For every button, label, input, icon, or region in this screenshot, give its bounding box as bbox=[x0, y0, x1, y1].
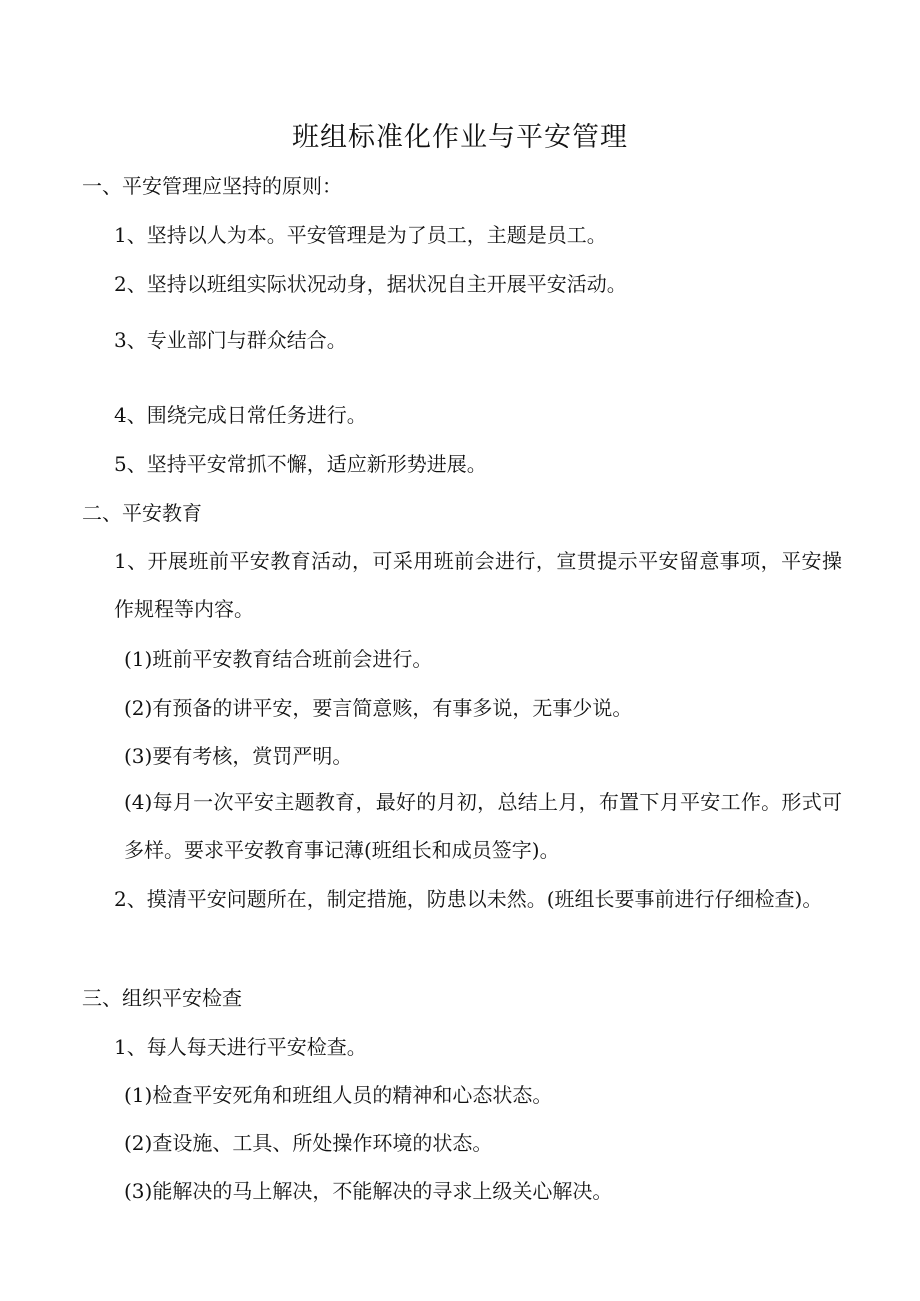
inspection-item-1: 1、每人每天进行平安检查。 bbox=[114, 1035, 367, 1059]
inspection-sub-2: (2)查设施、工具、所处操作环境的状态。 bbox=[124, 1131, 493, 1155]
principle-item-2: 2、坚持以班组实际状况动身，据状况自主开展平安活动。 bbox=[114, 272, 627, 296]
education-item-2 bbox=[82, 875, 842, 923]
section-heading-2: 二、平安教育 bbox=[82, 501, 202, 525]
principle-item-4: 4、围绕完成日常任务进行。 bbox=[114, 403, 367, 427]
education-item-1 bbox=[82, 537, 842, 633]
section-heading-1: 一、平安管理应坚持的原则： bbox=[82, 174, 342, 198]
principle-item-5: 5、坚持平安常抓不懈，适应新形势进展。 bbox=[114, 452, 487, 476]
education-sub-1: (1)班前平安教育结合班前会进行。 bbox=[124, 647, 433, 671]
education-sub-4-text: (4)每月一次平安主题教育，最好的月初，总结上月，布置下月平安工作。形式可多样。要求平安教育事记薄(班组长和成员签字)。 bbox=[124, 790, 842, 862]
document-title: 班组标准化作业与平安管理 bbox=[292, 122, 628, 153]
education-item-2-text: 2、摸清平安问题所在，制定措施，防患以未然。(班组长要事前进行仔细检查)。 bbox=[114, 887, 823, 911]
principle-item-1: 1、坚持以人为本。平安管理是为了员工，主题是员工。 bbox=[114, 223, 607, 247]
section-heading-3: 三、组织平安检查 bbox=[82, 986, 242, 1010]
principle-item-3: 3、专业部门与群众结合。 bbox=[114, 328, 347, 352]
inspection-sub-1: (1)检查平安死角和班组人员的精神和心态状态。 bbox=[124, 1083, 553, 1107]
inspection-sub-3: (3)能解决的马上解决，不能解决的寻求上级关心解决。 bbox=[124, 1179, 613, 1203]
education-item-1-text: 1、开展班前平安教育活动，可采用班前会进行，宣贯提示平安留意事项，平安操作规程等内容。 bbox=[114, 549, 842, 621]
education-sub-3: (3)要有考核，赏罚严明。 bbox=[124, 744, 353, 768]
education-sub-4 bbox=[82, 778, 842, 874]
education-sub-2: (2)有预备的讲平安，要言简意赅，有事多说，无事少说。 bbox=[124, 696, 633, 720]
